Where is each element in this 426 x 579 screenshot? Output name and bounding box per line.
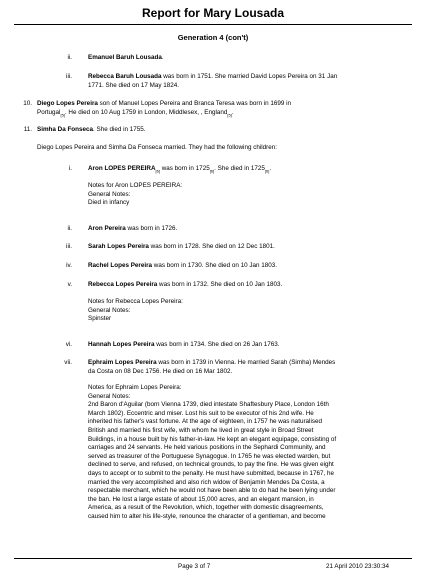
entry-marker: iii.: [66, 73, 72, 80]
report-title: Report for Mary Lousada: [141, 6, 285, 20]
child-line: Rebecca Lopes Pereira was born in 1732. She died on 10 Jan 1803.: [88, 281, 283, 288]
notes-text: respectable merchant, which he would not have been able to do had he been lying under: [88, 487, 336, 495]
notes-text: Died in infancy: [88, 199, 130, 207]
notes-text: 2nd Baron d'Aguilar (born Vienna 1739, died intestate Shaftesbury Place, London 16th: [88, 401, 329, 409]
entry-marker: 10.: [23, 100, 32, 107]
person-name: Rachel Lopes Pereira: [88, 262, 153, 269]
notes-text: declined to serve, and refused, on technical grounds, to pay the fine. He was given eight: [88, 461, 334, 469]
source-ref: [6]: [155, 168, 160, 174]
notes-heading: Notes for Rebecca Lopes Pereira:: [88, 298, 183, 305]
source-ref: [6]: [264, 168, 270, 174]
child-marker: vi.: [65, 341, 72, 348]
child-line: Rachel Lopes Pereira was born in 1730. She died on 10 Jan 1803.: [88, 262, 278, 269]
report-timestamp: 21 April 2010 23:30:34: [326, 563, 390, 570]
header-rule: [14, 24, 412, 25]
footer-rule: [14, 558, 412, 559]
notes-block: [88, 182, 182, 208]
notes-text: caused him to alter his life-style, renounce the character of a gentleman, and become: [88, 512, 326, 520]
children-intro: Diego Lopes Pereira and Simha Da Fonseca married. They had the following children:: [37, 144, 277, 151]
notes-subheading: General Notes:: [88, 190, 131, 198]
person-name: Aron LOPES PEREIRA: [88, 165, 156, 172]
person-name: Rebecca Baruh Lousada: [88, 73, 162, 80]
person-name: Diego Lopes Pereira: [37, 100, 98, 107]
child-marker: v.: [67, 281, 72, 288]
entry-marker: ii.: [67, 54, 72, 61]
notes-text: March 1802). Eccentric and miser. Lost his suit to be executor of his 2nd wife. He: [88, 409, 314, 417]
source-ref: [5]: [60, 112, 65, 118]
notes-heading: Notes for Ephraim Lopes Pereira:: [88, 384, 182, 391]
child-line: da Costa on 08 Dec 1756. He died on 16 Mar 1802.: [88, 368, 233, 375]
entry-text: .: [161, 54, 164, 61]
person-name: Aron Pereira: [88, 225, 126, 232]
person-name: Rebecca Lopes Pereira: [88, 281, 158, 288]
notes-text: served as treasurer of the Portuguese Synagogue. In 1765 he was elected warden, but: [88, 452, 331, 460]
notes-subheading: General Notes:: [88, 392, 131, 400]
entry-line: Portugal$_{[5]}$. He died on 10 Aug 1759 in London, Middlesex, , England$_{[5]}$.: [37, 109, 234, 118]
notes-text: Buildings, in a house built by his father-in-law. He kept an elegant equipage, consisting of: [88, 435, 337, 443]
child-line: Sarah Lopes Pereira was born in 1728. She died on 12 Dec 1801.: [88, 243, 275, 250]
entry-text: was born in 1751. She married David Lopes Pereira on 31 Jan: [161, 73, 338, 80]
child-marker: iv.: [66, 262, 72, 269]
notes-heading: Notes for Aron LOPES PEREIRA:: [88, 182, 183, 189]
entry-marker: 11.: [23, 126, 32, 133]
child-marker: iii.: [66, 243, 72, 250]
child-line: Aron Pereira was born in 1726.: [88, 225, 178, 232]
person-name: Sarah Lopes Pereira: [88, 243, 149, 250]
notes-text: married the very accomplished and also rich widow of Benjamin Mendes Da Costa, a: [88, 478, 325, 486]
child-line: Aron LOPES $PEREIRA_{[6]}$ was born in $1725_{[6]}$. She died in $1725_{[6]}$.: [88, 165, 272, 174]
source-ref: [6]: [209, 168, 215, 174]
person-name: Ephraim Lopes Pereira: [88, 359, 157, 366]
page-number: Page 3 of 7: [178, 563, 211, 570]
notes-block: [88, 298, 183, 324]
child-marker: i.: [68, 165, 72, 172]
notes-text: British and married his first wife, with whom he lived in great style in Broad Street: [88, 426, 314, 434]
entry-line: [37, 125, 146, 134]
notes-text: the ban. He lost a large estate of about 15,000 acres, and an elegant mansion, in: [88, 495, 314, 503]
entry-text: son of Manuel Lopes Pereira and Branca Teresa was born in 1699 in: [97, 100, 291, 107]
child-marker: vii.: [64, 359, 72, 366]
notes-text: carriages and 24 servants. He held various positions in the Sephardi Community, and: [88, 444, 326, 452]
notes-text: days to accept or to submit to the penalty. He must have submitted, because in 1767, he: [88, 469, 334, 477]
notes-text: America, as a result of the Revolution, which, together with domestic disagreements,: [88, 504, 324, 512]
child-line: Hannah Lopes Pereira was born in 1734. She died on 26 Jan 1763.: [88, 341, 280, 348]
person-name: Emanuel Baruh Lousada: [88, 54, 162, 61]
generation-heading: Generation 4 (con't): [177, 33, 249, 42]
notes-text: inherited his father's vast fortune. At the age of eighteen, in 1757 he was naturalised: [88, 418, 322, 426]
entry-line: [88, 53, 164, 62]
notes-text: Spinster: [88, 315, 112, 323]
notes-subheading: General Notes:: [88, 306, 131, 314]
person-name: Simha Da Fonseca: [37, 126, 93, 133]
entry-line: [37, 99, 291, 108]
notes-block: [88, 384, 336, 522]
person-name: Hannah Lopes Pereira: [88, 341, 155, 348]
child-marker: ii.: [67, 225, 72, 232]
entry-line: [88, 72, 337, 81]
entry-text: . She died in 1755.: [93, 126, 146, 133]
child-line: Ephraim Lopes Pereira was born in 1739 in Vienna. He married Sarah (Simha) Mendes: [88, 359, 336, 366]
source-ref: [5]: [227, 112, 232, 118]
entry-line: 1771. She died on 17 May 1824.: [88, 82, 180, 89]
